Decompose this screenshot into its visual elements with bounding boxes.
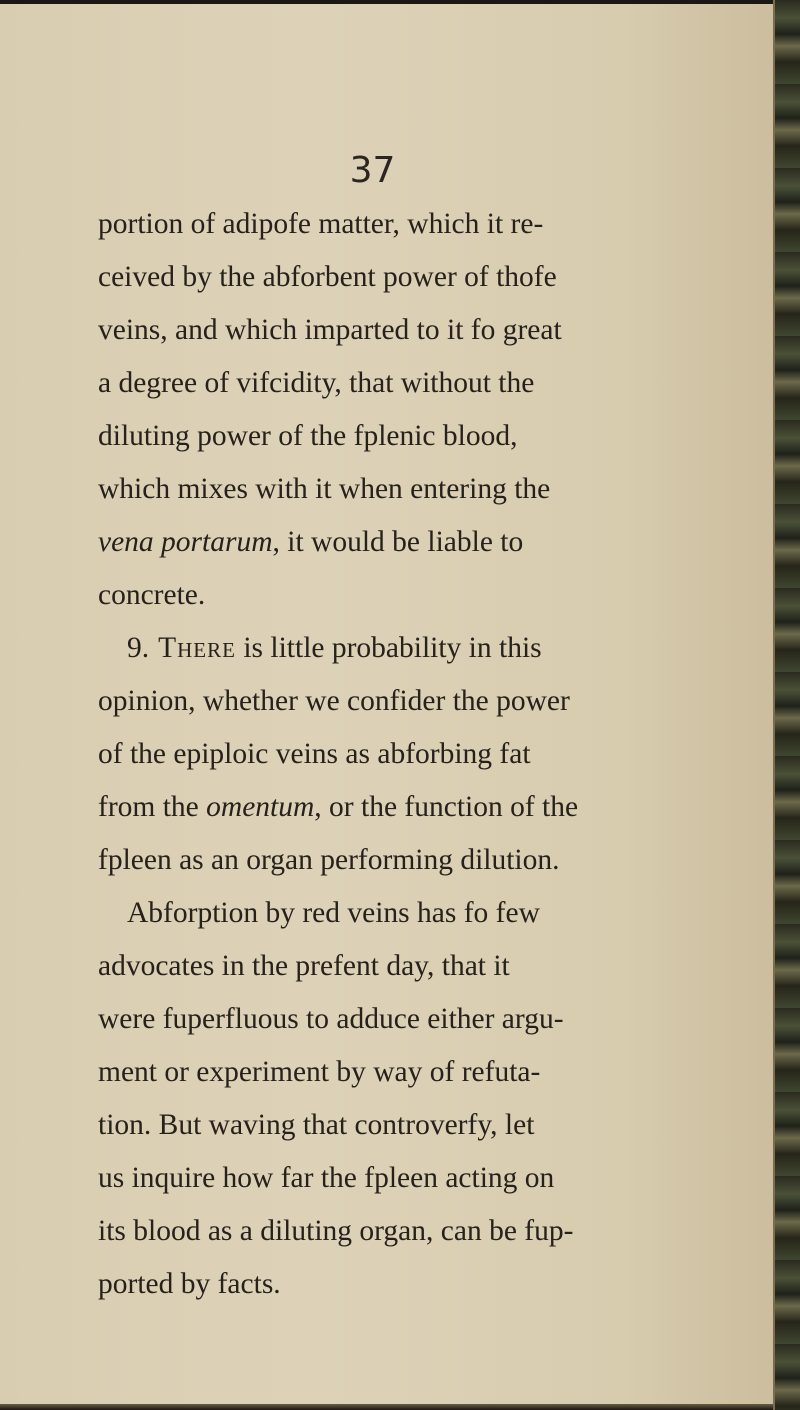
text-run: is little probability in this	[235, 632, 542, 664]
page-number: 37	[349, 150, 396, 191]
text-run: a degree of vifcidity, that without the	[98, 367, 535, 399]
page-top-edge	[0, 0, 775, 4]
text-line	[98, 1205, 598, 1258]
text-run: ment or experiment by way of refuta-	[98, 1056, 541, 1088]
text-line	[98, 410, 598, 463]
italic-term: omentum	[206, 791, 315, 823]
text-line	[98, 304, 598, 357]
text-line	[98, 1258, 598, 1311]
text-run: its blood as a diluting organ, can be fup-	[98, 1215, 574, 1247]
text-line	[98, 781, 598, 834]
text-line	[98, 357, 598, 410]
text-run: ported by facts.	[98, 1268, 281, 1300]
text-line	[98, 940, 598, 993]
text-line	[98, 198, 598, 251]
book-spine	[773, 0, 800, 1410]
text-run: were fuperfluous to adduce either argu-	[98, 1003, 564, 1035]
text-run: , it would be liable to	[272, 526, 524, 558]
text-line	[98, 834, 598, 887]
text-line	[98, 675, 598, 728]
text-run: opinion, whether we confider the power	[98, 685, 570, 717]
text-run: concrete.	[98, 579, 206, 611]
italic-term: vena portarum	[98, 526, 273, 558]
text-line	[98, 1152, 598, 1205]
text-line	[98, 1099, 598, 1152]
text-run: portion of adipofe matter, which it re-	[98, 208, 544, 240]
text-run: , or the function of the	[314, 791, 579, 823]
text-run: tion. But waving that controverfy, let	[98, 1109, 535, 1141]
small-caps-word: There	[158, 632, 236, 664]
text-run: fpleen as an organ performing dilution.	[98, 844, 560, 876]
paragraph-number: 9.	[127, 632, 150, 664]
text-line	[98, 1046, 598, 1099]
text-line	[98, 463, 598, 516]
text-run: ceived by the abforbent power of thofe	[98, 261, 557, 293]
text-line	[98, 251, 598, 304]
text-run: veins, and which imparted to it fo great	[98, 314, 562, 346]
text-line	[98, 887, 598, 940]
page-bottom-edge	[0, 1404, 775, 1410]
text-run: advocates in the prefent day, that it	[98, 950, 510, 982]
text-run: which mixes with it when entering the	[98, 473, 551, 505]
text-line	[98, 569, 598, 622]
text-line	[98, 516, 598, 569]
text-run: of the epiploic veins as abforbing fat	[98, 738, 531, 770]
body-text	[98, 198, 598, 1311]
text-run: us inquire how far the fpleen acting on	[98, 1162, 555, 1194]
text-line	[98, 622, 598, 675]
text-run: diluting power of the fplenic blood,	[98, 420, 518, 452]
text-line	[98, 728, 598, 781]
text-line	[98, 993, 598, 1046]
text-run: Abforption by red veins has fo few	[127, 897, 540, 929]
text-run: from the	[98, 791, 207, 823]
